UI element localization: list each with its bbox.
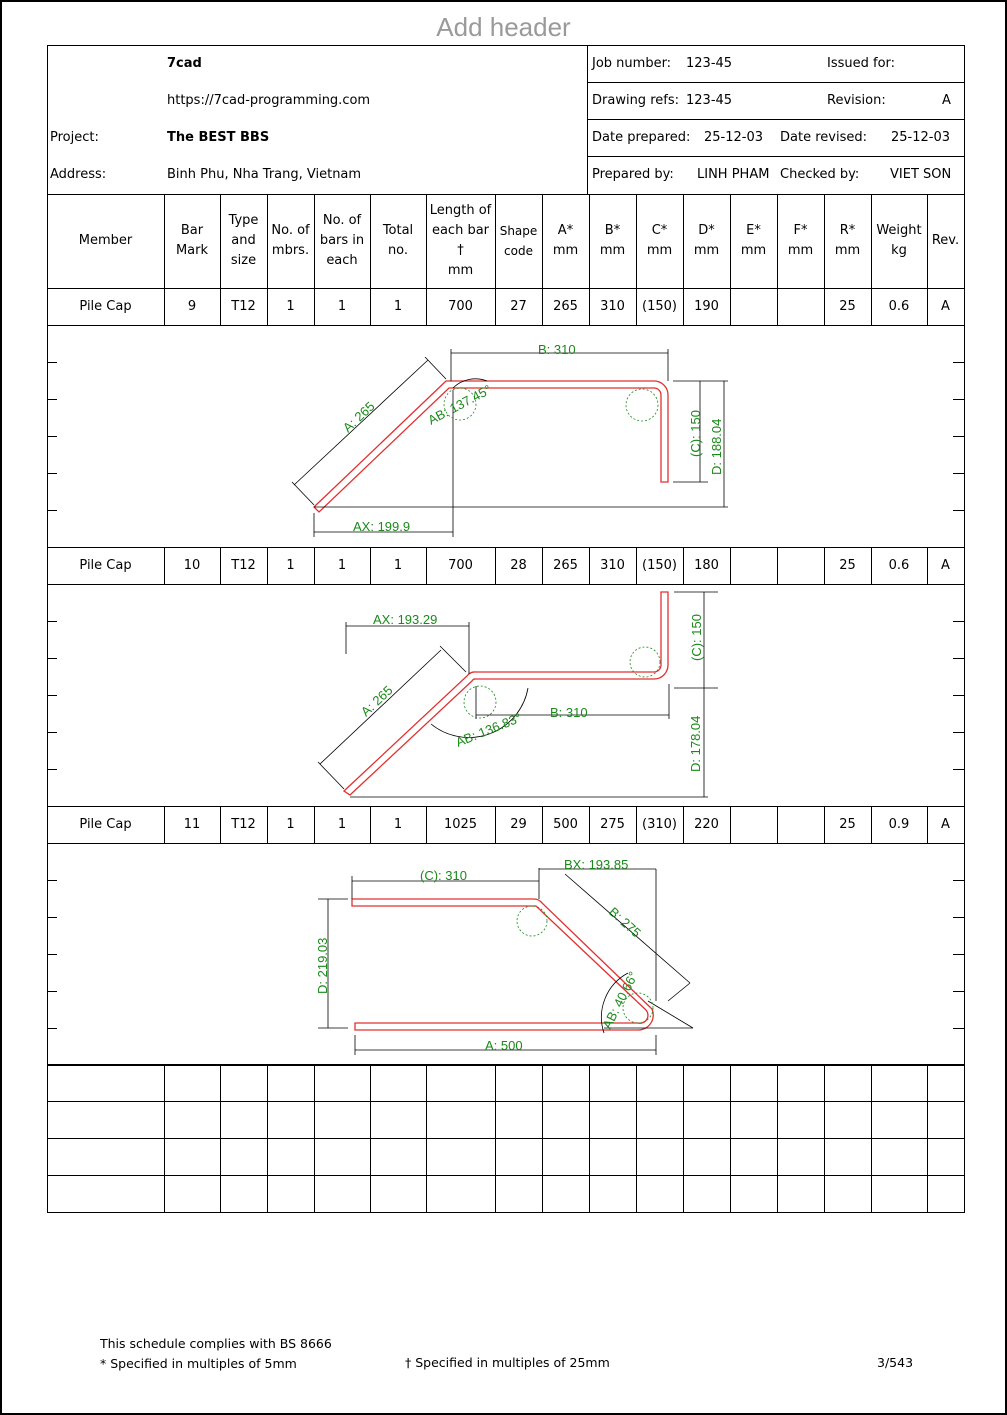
empty-col-rule	[370, 1101, 371, 1138]
empty-col-rule	[220, 1138, 221, 1175]
dim-d: D: 188.04	[709, 418, 724, 475]
empty-col-rule	[636, 1101, 637, 1138]
table-cell[interactable]: (150)	[642, 557, 677, 573]
company-name: 7cad	[167, 56, 202, 71]
footer-compliance: This schedule complies with BS 8666	[100, 1336, 332, 1351]
column-header-line: R*	[839, 223, 856, 238]
page-header[interactable]: Add header	[436, 12, 571, 42]
table-cell[interactable]: 11	[183, 816, 201, 832]
table-cell[interactable]: 25	[839, 298, 856, 314]
prepared-by-label: Prepared by:	[592, 167, 674, 182]
column-header-line: and	[231, 233, 256, 248]
table-cell[interactable]: 220	[694, 816, 719, 832]
dim-ax: AX: 199.9	[353, 519, 411, 534]
table-cell[interactable]: 1	[286, 298, 295, 314]
dim-ab: AB: 136.83°	[453, 709, 524, 750]
column-header-line: Weight	[876, 223, 922, 238]
empty-col-rule	[871, 1064, 872, 1101]
table-cell[interactable]: 1	[393, 557, 403, 573]
table-cell[interactable]	[730, 288, 777, 325]
dim-a: A: 265	[357, 682, 396, 720]
column-header-12	[730, 194, 777, 288]
diagram-right-rule	[964, 584, 965, 806]
column-header-line: mm	[599, 243, 626, 258]
table-cell[interactable]: Pile Cap	[79, 557, 132, 573]
checked-by-label: Checked by:	[780, 167, 860, 182]
table-cell[interactable]: 310	[600, 557, 625, 573]
info-row-rule-0	[587, 82, 965, 83]
address-value: Binh Phu, Nha Trang, Vietnam	[167, 167, 362, 182]
column-header-line: mm	[646, 243, 673, 258]
empty-col-rule	[871, 1175, 872, 1212]
dim-ab: AB: 137.45°	[425, 381, 494, 428]
dim-c: (C): 150	[688, 410, 703, 457]
column-header-line: each bar	[431, 223, 490, 238]
column-header-line: C*	[651, 223, 668, 238]
empty-col-rule	[777, 1101, 778, 1138]
column-header-1	[164, 194, 220, 288]
empty-col-rule	[964, 1101, 965, 1138]
table-cell[interactable]: T12	[231, 816, 256, 832]
table-cell[interactable]: 1	[337, 298, 347, 314]
column-header-line: B*	[604, 223, 621, 238]
column-header-line: No. of	[322, 213, 362, 228]
empty-col-rule	[220, 1064, 221, 1101]
empty-row-rule	[47, 1101, 965, 1102]
dim-ab: AB: 40.66°	[599, 969, 641, 1032]
column-header-line: each	[326, 253, 358, 268]
prepared-by-value: LINH PHAM	[697, 167, 770, 182]
column-header-line: mm	[787, 243, 814, 258]
empty-col-rule	[314, 1138, 315, 1175]
column-header-13	[777, 194, 824, 288]
column-header-line: D*	[698, 223, 715, 238]
column-header-line: bars in	[319, 233, 365, 248]
table-cell[interactable]: 1	[393, 816, 403, 832]
footer-note-5mm: * Specified in multiples of 5mm	[100, 1356, 297, 1371]
column-header-line: Member	[78, 233, 133, 248]
date-prepared-label: Date prepared:	[592, 130, 691, 145]
shape-diagram-28	[48, 584, 964, 805]
shape-diagram-29	[48, 843, 964, 1064]
table-cell[interactable]: 1	[286, 557, 295, 573]
column-header-line: size	[230, 253, 257, 268]
dim-b: B: 310	[538, 342, 576, 357]
table-cell[interactable]: 27	[510, 298, 527, 314]
column-header-9	[589, 194, 636, 288]
diagram-bottom-rule	[47, 1065, 965, 1066]
diagram-right-rule	[964, 843, 965, 1065]
empty-col-rule	[164, 1064, 165, 1101]
table-cell[interactable]: 1	[337, 557, 347, 573]
empty-col-rule	[426, 1064, 427, 1101]
dim-bx: BX: 193.85	[564, 857, 629, 872]
drawing-refs-label: Drawing refs:	[592, 93, 679, 108]
table-cell[interactable]: 1025	[443, 816, 478, 832]
empty-col-rule	[495, 1064, 496, 1101]
empty-col-rule	[542, 1101, 543, 1138]
empty-col-rule	[927, 1138, 928, 1175]
table-cell[interactable]: 9	[187, 298, 197, 314]
empty-col-rule	[220, 1101, 221, 1138]
revision-label: Revision:	[827, 93, 886, 108]
job-number-label: Job number:	[592, 56, 672, 71]
page-number: 3/543	[877, 1355, 914, 1370]
column-header-line: mm	[693, 243, 720, 258]
column-header-line: code	[504, 244, 533, 258]
table-cell[interactable]	[777, 288, 824, 325]
column-header-line: mm	[552, 243, 579, 258]
column-header-line: Mark	[175, 243, 209, 258]
empty-col-rule	[636, 1175, 637, 1212]
revision-value: A	[942, 93, 951, 108]
dim-c: (C): 310	[420, 868, 467, 883]
column-header-line: mbrs.	[271, 243, 310, 258]
address-label: Address:	[50, 167, 107, 182]
column-header-4	[314, 194, 370, 288]
column-header-line: Type	[228, 213, 259, 228]
table-cell[interactable]	[730, 547, 777, 584]
empty-col-rule	[314, 1175, 315, 1212]
empty-col-rule	[370, 1175, 371, 1212]
table-cell[interactable]: T12	[231, 298, 256, 314]
empty-col-rule	[542, 1175, 543, 1212]
empty-col-rule	[589, 1175, 590, 1212]
empty-col-rule	[683, 1175, 684, 1212]
table-cell[interactable]	[777, 806, 824, 843]
empty-col-rule	[314, 1064, 315, 1101]
table-cell[interactable]: A	[941, 816, 950, 832]
empty-col-rule	[964, 1138, 965, 1175]
header-col-rule	[964, 194, 965, 288]
dim-b: B: 275	[605, 904, 644, 941]
column-header-line: E*	[746, 223, 761, 238]
column-header-2	[220, 194, 267, 288]
table-cell[interactable]: 265	[553, 298, 578, 314]
column-header-3	[267, 194, 314, 288]
column-header-line: Shape	[499, 224, 538, 238]
empty-col-rule	[824, 1101, 825, 1138]
table-cell[interactable]: 265	[553, 557, 578, 573]
table-cell[interactable]	[777, 547, 824, 584]
table-cell[interactable]: 25	[839, 816, 856, 832]
info-row-rule-2	[587, 156, 965, 157]
empty-col-rule	[47, 1175, 48, 1212]
empty-col-rule	[589, 1101, 590, 1138]
dim-b: B: 310	[550, 705, 588, 720]
empty-col-rule	[777, 1175, 778, 1212]
table-cell[interactable]: 310	[600, 298, 625, 314]
project-value: The BEST BBS	[167, 130, 270, 145]
table-cell[interactable]: 1	[286, 816, 295, 832]
column-header-line: mm	[447, 263, 474, 278]
empty-col-rule	[589, 1064, 590, 1101]
empty-col-rule	[589, 1138, 590, 1175]
dim-a: A: 265	[339, 398, 378, 436]
empty-col-rule	[542, 1138, 543, 1175]
date-revised-value: 25-12-03	[891, 130, 951, 145]
empty-col-rule	[964, 1175, 965, 1212]
empty-col-rule	[777, 1138, 778, 1175]
empty-col-rule	[314, 1101, 315, 1138]
empty-col-rule	[927, 1101, 928, 1138]
info-top-rule	[47, 45, 965, 46]
column-header-7	[495, 194, 542, 288]
empty-col-rule	[220, 1175, 221, 1212]
empty-col-rule	[542, 1064, 543, 1101]
empty-col-rule	[730, 1138, 731, 1175]
row-col-rule	[964, 547, 965, 584]
empty-col-rule	[871, 1101, 872, 1138]
column-header-line: F*	[793, 223, 808, 238]
empty-col-rule	[426, 1101, 427, 1138]
empty-col-rule	[164, 1138, 165, 1175]
empty-top-rule	[47, 1064, 965, 1065]
empty-col-rule	[164, 1175, 165, 1212]
empty-col-rule	[267, 1138, 268, 1175]
company-website: https://7cad-programming.com	[167, 93, 371, 108]
empty-col-rule	[683, 1101, 684, 1138]
empty-col-rule	[47, 1101, 48, 1138]
table-cell[interactable]: 500	[553, 816, 578, 832]
table-cell[interactable]: 190	[694, 298, 719, 314]
date-revised-label: Date revised:	[780, 130, 867, 145]
job-number-value: 123-45	[686, 56, 733, 71]
empty-col-rule	[267, 1101, 268, 1138]
column-header-line: mm	[834, 243, 861, 258]
date-prepared-value: 25-12-03	[704, 130, 764, 145]
empty-row-rule	[47, 1212, 965, 1213]
table-cell[interactable]: A	[941, 557, 950, 573]
diagram-right-rule	[964, 325, 965, 547]
column-header-line: no.	[387, 243, 409, 258]
column-header-line: Total	[382, 223, 414, 238]
empty-col-rule	[47, 1138, 48, 1175]
empty-col-rule	[927, 1064, 928, 1101]
empty-col-rule	[730, 1101, 731, 1138]
column-header-0	[47, 194, 164, 288]
empty-col-rule	[636, 1138, 637, 1175]
empty-col-rule	[871, 1138, 872, 1175]
empty-col-rule	[683, 1138, 684, 1175]
column-header-14	[824, 194, 871, 288]
empty-col-rule	[683, 1064, 684, 1101]
empty-col-rule	[824, 1138, 825, 1175]
table-cell[interactable]: 29	[510, 816, 527, 832]
table-cell[interactable]: 25	[839, 557, 856, 573]
empty-col-rule	[824, 1175, 825, 1212]
column-header-line: No. of	[271, 223, 310, 238]
table-cell[interactable]: T12	[231, 557, 256, 573]
footer-note-25mm: † Specified in multiples of 25mm	[405, 1355, 610, 1370]
column-header-line: kg	[891, 243, 907, 258]
empty-col-rule	[824, 1064, 825, 1101]
row-col-rule	[964, 288, 965, 325]
row-col-rule	[964, 806, 965, 843]
column-header-10	[636, 194, 683, 288]
column-header-5	[370, 194, 426, 288]
shape-diagram-27	[48, 325, 964, 546]
dim-d: D: 178.04	[688, 715, 703, 772]
table-cell[interactable]: 1	[393, 298, 403, 314]
table-cell[interactable]: A	[941, 298, 950, 314]
empty-col-rule	[47, 1064, 48, 1101]
empty-row-rule	[47, 1175, 965, 1176]
column-header-line: Bar	[180, 223, 204, 238]
column-header-11	[683, 194, 730, 288]
empty-col-rule	[370, 1064, 371, 1101]
table-cell[interactable]: 275	[600, 816, 625, 832]
empty-col-rule	[164, 1101, 165, 1138]
checked-by-value: VIET SON	[890, 167, 952, 182]
table-cell[interactable]: (310)	[642, 816, 677, 832]
column-header-line: mm	[740, 243, 767, 258]
table-cell[interactable]: 1	[337, 816, 347, 832]
empty-col-rule	[730, 1175, 731, 1212]
column-header-15	[871, 194, 927, 288]
empty-col-rule	[267, 1064, 268, 1101]
table-cell[interactable]	[730, 806, 777, 843]
table-cell[interactable]: (150)	[642, 298, 677, 314]
column-header-line: A*	[557, 223, 574, 238]
empty-col-rule	[426, 1138, 427, 1175]
column-header-8	[542, 194, 589, 288]
table-cell[interactable]: 700	[448, 557, 473, 573]
empty-col-rule	[495, 1101, 496, 1138]
empty-col-rule	[495, 1175, 496, 1212]
info-left-rule	[47, 45, 48, 194]
column-header-line: †	[457, 243, 464, 258]
dim-a: A: 500	[485, 1038, 523, 1053]
issued-for-label: Issued for:	[827, 56, 896, 71]
dim-d: D: 219.03	[315, 937, 330, 994]
empty-col-rule	[636, 1064, 637, 1101]
project-label: Project:	[50, 130, 99, 145]
empty-col-rule	[267, 1175, 268, 1212]
empty-col-rule	[495, 1138, 496, 1175]
table-cell[interactable]: 180	[694, 557, 719, 573]
table-cell[interactable]: 0.6	[888, 557, 910, 573]
table-cell[interactable]: 28	[510, 557, 527, 573]
empty-col-rule	[426, 1175, 427, 1212]
dim-ax: AX: 193.29	[373, 612, 438, 627]
column-header-line: Rev.	[931, 233, 960, 248]
empty-col-rule	[730, 1064, 731, 1101]
table-cell[interactable]: Pile Cap	[79, 298, 132, 314]
column-header-6	[426, 194, 495, 288]
column-header-16	[927, 194, 964, 288]
drawing-refs-value: 123-45	[686, 93, 733, 108]
empty-col-rule	[927, 1175, 928, 1212]
empty-col-rule	[370, 1138, 371, 1175]
table-cell[interactable]: 10	[183, 557, 201, 573]
info-row-rule-1	[587, 119, 965, 120]
dim-c: (C): 150	[689, 614, 704, 661]
column-header-line: Length of	[429, 203, 492, 218]
empty-col-rule	[777, 1064, 778, 1101]
empty-row-rule	[47, 1138, 965, 1139]
table-cell[interactable]: 700	[448, 298, 473, 314]
empty-col-rule	[964, 1064, 965, 1101]
table-cell[interactable]: 0.9	[888, 816, 910, 832]
table-cell[interactable]: Pile Cap	[79, 816, 132, 832]
table-cell[interactable]: 0.6	[888, 298, 910, 314]
